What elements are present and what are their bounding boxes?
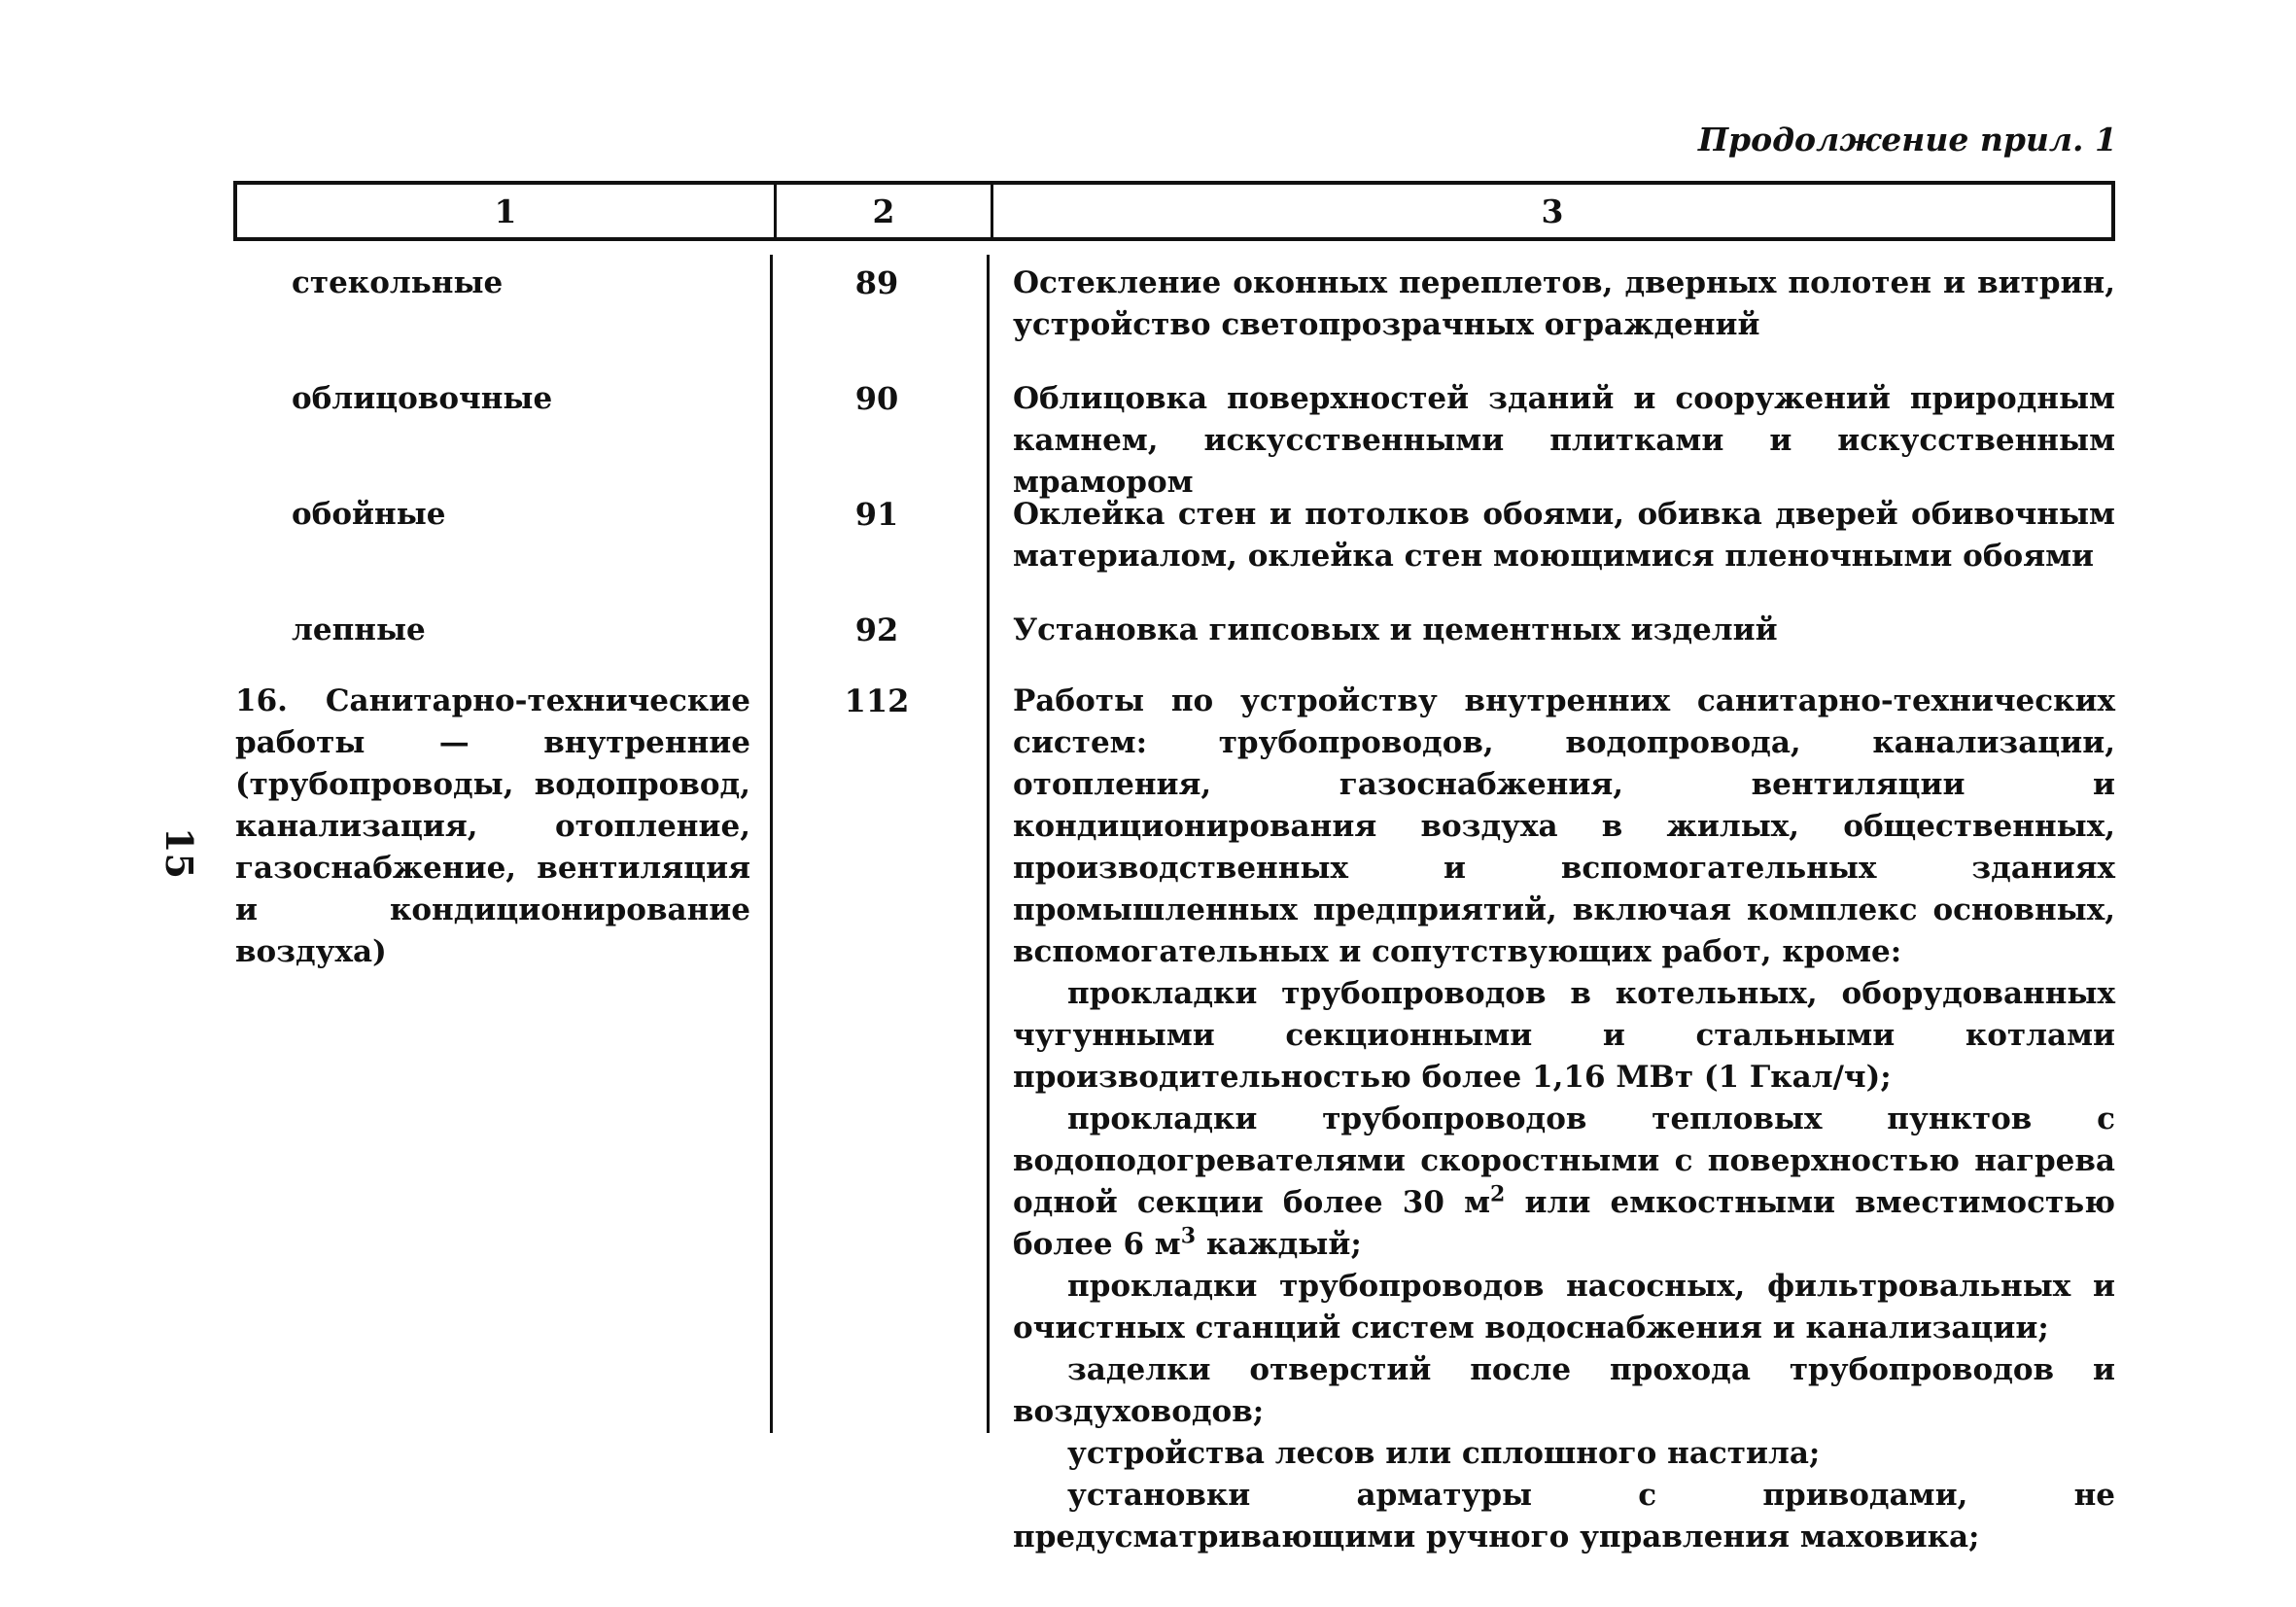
section-intro: Работы по устройству внутренних санитарно-технических систем: трубопроводов, водопровода, канализации, отопления, газоснабжения, вентиляции и кондиционирования воздуха в жилых, общественных, производственных и вспомогательных зданиях промышленных предприятий, включая комплекс основных, вспомогательных и сопутствующих работ, кроме: — [1013, 683, 2115, 969]
page-caption: Продолжение прил. 1 — [1697, 121, 2117, 158]
work-type-name: обойные — [292, 497, 446, 532]
column-header-2: 2 — [777, 185, 993, 237]
work-type-code: 91 — [854, 496, 899, 533]
column-header-1: 1 — [237, 185, 777, 237]
section-title: 16. Санитарно-технические работы — внутренние (трубопроводы, водопровод, канализация, отопление, газоснабжение, вентиляция и кондиционирование воздуха) — [235, 683, 750, 969]
exception-item: прокладки трубопроводов насосных, фильтровальных и очистных станций систем водоснабжения и канализации; — [1013, 1269, 2115, 1345]
work-type-description: Облицовка поверхностей зданий и сооружений природным камнем, искусственными плитками и искусственным мрамором — [1013, 381, 2115, 500]
work-type-code: 89 — [854, 264, 899, 301]
column-header-3: 3 — [1541, 192, 1564, 230]
exception-item: заделки отверстий после прохода трубопроводов и воздуховодов; — [1013, 1352, 2115, 1429]
table-header — [233, 181, 2115, 241]
exception-item: прокладки трубопроводов тепловых пунктов с водоподогревателями скоростными с поверхностью нагрева одной секции более 30 $м^2$ или емкостными вместимостью более 6 $м^3$ каждый; — [1013, 1101, 2115, 1262]
column-divider — [987, 255, 990, 1433]
work-type-description: Оклейка стен и потолков обоями, обивка дверей обивочным материалом, оклейка стен моющимися пленочными обоями — [1013, 497, 2115, 574]
work-type-description: Остекление оконных переплетов, дверных полотен и витрин, устройство светопрозрачных ограждений — [1013, 265, 2115, 342]
work-type-code: 90 — [854, 380, 899, 417]
section-description — [1013, 681, 2115, 1558]
exception-item: прокладки трубопроводов в котельных, оборудованных чугунными секционными и стальными котлами производительностью более 1,16 МВт (1 Гкал/ч); — [1013, 976, 2115, 1095]
page-number: 15 — [157, 827, 201, 879]
exception-item: установки арматуры с приводами, не предусматривающими ручного управления маховика; — [1013, 1478, 2115, 1555]
work-type-name: лепные — [292, 612, 426, 647]
column-divider — [770, 255, 773, 1433]
work-type-description: Установка гипсовых и цементных изделий — [1013, 612, 1778, 647]
work-type-code: 92 — [854, 611, 899, 648]
work-type-name: стекольные — [292, 265, 504, 300]
work-type-name: облицовочные — [292, 381, 553, 416]
section-code: 112 — [844, 682, 910, 719]
exception-item: устройства лесов или сплошного настила; — [1067, 1436, 1821, 1471]
